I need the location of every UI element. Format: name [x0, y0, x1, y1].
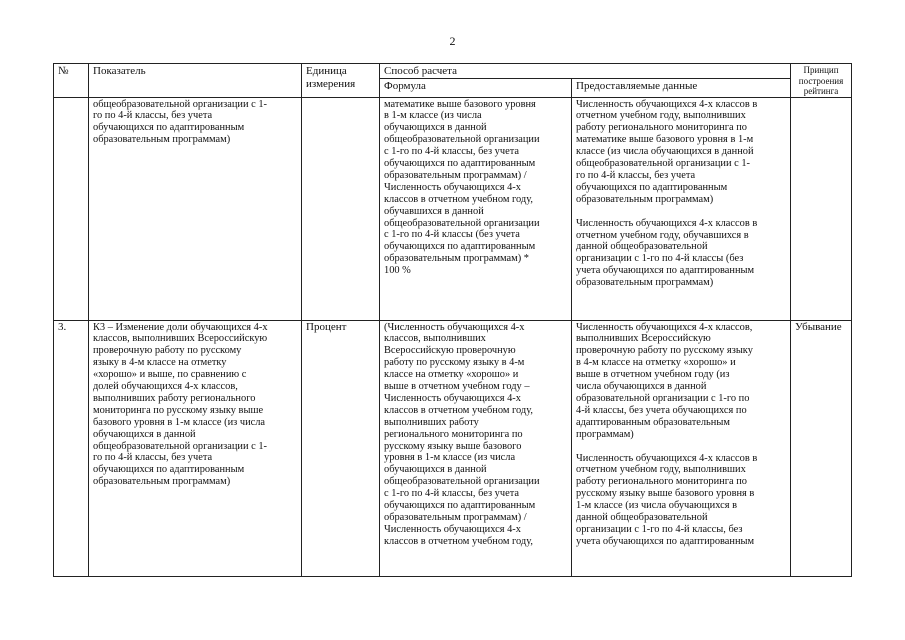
indicator-cell [89, 320, 302, 576]
unit-cell: Процент [302, 320, 380, 576]
provided-data-cell [572, 97, 791, 320]
provided-data-text-1: Численность обучающихся 4-х классов, выполнивших Всероссийскую проверочную работу по русскому языку в 4-м классе на отметку «хорошо» и выше в отчетном учебном году (из числа обучающихся в данной образовательной организации с 1-го по 4-й классы, без учета обучающихся по адаптированным образовательным программам) [576, 321, 753, 440]
page-number: 2 [449, 34, 456, 48]
header-principle: Принцип построения рейтинга [791, 64, 852, 98]
paragraph-gap [576, 441, 786, 453]
table-row [54, 320, 852, 576]
formula-cell [380, 320, 572, 576]
table-header-row [54, 64, 852, 79]
row-number [54, 97, 89, 320]
formula-text: (Численность обучающихся 4-х классов, выполнивших Всероссийскую проверочную работу по русскому языку в 4-м классе на отметку «хорошо» и выше в отчетном учебном году – Численность обучающихся 4-х классов в отчетном учебном году, выполнивших работу регионального мониторинга по русскому языку выше базового уровня в 1-м классе (из числа обучающихся в данной общеобразовательной организации с 1-го по 4-й классы, без учета обучающихся по адаптированным образовательным программам) / Численность обучающихся 4-х классов в отчетном учебном году, [384, 321, 540, 547]
header-indicator: Показатель [89, 64, 302, 98]
header-formula: Формула [380, 79, 572, 97]
unit-cell [302, 97, 380, 320]
indicator-text: К3 – Изменение доли обучающихся 4-х классов, выполнивших Всероссийскую проверочную работу по русскому языку в 4-м классе на отметку «хорошо» и выше, по сравнению с долей обучающихся 4-х классов, выполнивших работу регионального мониторинга по русскому языку выше базового уровня в 1-м классе (из числа обучающихся в данной общеобразовательной организации с 1- го по 4-й классы, без учета обучающихся по адаптированным образовательным программам) [93, 321, 268, 488]
provided-data-text-2: Численность обучающихся 4-х классов в отчетном учебном году, выполнивших работу регионального мониторинга по русскому языку выше базового уровня в 1-м классе (из числа обучающихся в данной общеобразовательной организации с 1-го по 4-й классы, без учета обучающихся по адаптированным [576, 452, 758, 547]
indicator-cell [89, 97, 302, 320]
indicators-table [53, 63, 852, 577]
header-unit: Единица измерения [302, 64, 380, 98]
provided-data-text-2: Численность обучающихся 4-х классов в отчетном учебном году, обучавшихся в данной общеобразовательной организации с 1-го по 4-й классы (без учета обучающихся по адаптированным образовательным программам) [576, 217, 758, 289]
row-number: 3. [54, 320, 89, 576]
indicator-text: общеобразовательной организации с 1- го по 4-й классы, без учета обучающихся по адаптированным образовательным программам) [93, 98, 267, 146]
provided-data-text-1: Численность обучающихся 4-х классов в отчетном учебном году, выполнивших работу регионального мониторинга по математике выше базового уровня в 1-м классе (из числа обучающихся в данной общеобразовательной организации с 1- го по 4-й классы, без учета обучающихся по адаптированным образовательным программам) [576, 98, 758, 205]
table-row [54, 97, 852, 320]
formula-text: математике выше базового уровня в 1-м классе (из числа обучающихся в данной общеобразовательной организации с 1-го по 4-й классы, без учета обучающихся по адаптированным образовательным программам) / Численность обучающихся 4-х классов в отчетном учебном году, обучавшихся в данной общеобразовательной организации с 1-го по 4-й классы (без учета обучающихся по адаптированным образовательным программам) * 100 % [384, 98, 540, 277]
principle-cell [791, 97, 852, 320]
header-provided-data: Предоставляемые данные [572, 79, 791, 97]
header-no: № [54, 64, 89, 98]
paragraph-gap [576, 206, 786, 218]
formula-cell [380, 97, 572, 320]
header-method: Способ расчета [380, 64, 791, 79]
provided-data-cell [572, 320, 791, 576]
principle-cell: Убывание [791, 320, 852, 576]
